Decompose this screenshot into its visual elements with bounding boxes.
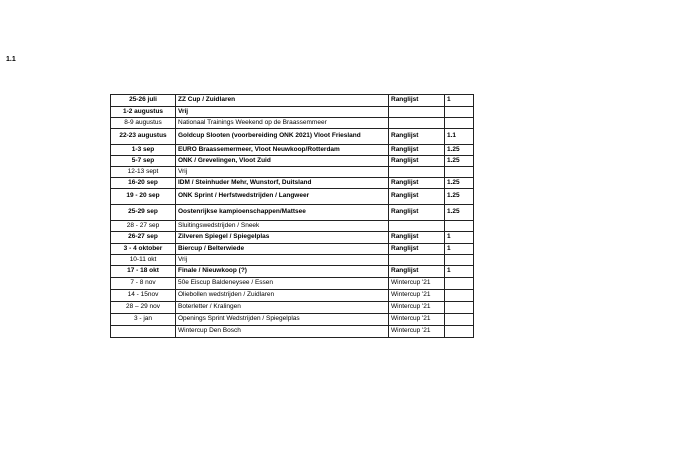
event-type-cell <box>389 107 445 118</box>
ranking-factor-cell <box>445 314 474 326</box>
table-row <box>111 118 474 129</box>
event-name-cell: Oliebollen wedstrijden / Zuidlaren <box>176 290 389 302</box>
ranking-factor-cell: 1.25 <box>445 178 474 189</box>
event-name-cell: ONK Sprint / Herfstwedstrijden / Langweer <box>176 189 389 205</box>
event-date-cell: 17 - 18 okt <box>111 266 176 278</box>
event-name-cell: Finale / Nieuwkoop (?) <box>176 266 389 278</box>
ranking-factor-cell: 1.1 <box>445 129 474 145</box>
event-type-cell: Wintercup '21 <box>389 278 445 290</box>
table-row <box>111 302 474 314</box>
event-type-cell: Ranglijst <box>389 232 445 244</box>
ranking-factor-cell <box>445 118 474 129</box>
table-row <box>111 129 474 145</box>
event-name-cell: Nationaal Trainings Weekend op de Braassemmeer <box>176 118 389 129</box>
event-type-cell: Ranglijst <box>389 95 445 107</box>
ranking-factor-cell: 1 <box>445 266 474 278</box>
ranking-factor-cell: 1 <box>445 95 474 107</box>
event-date-cell: 25-26 juli <box>111 95 176 107</box>
table-row <box>111 232 474 244</box>
ranking-factor-cell: 1.25 <box>445 156 474 167</box>
event-type-cell: Ranglijst <box>389 145 445 156</box>
table-row <box>111 95 474 107</box>
table-row <box>111 278 474 290</box>
table-row <box>111 266 474 278</box>
event-date-cell: 3 - 4 oktober <box>111 244 176 255</box>
table-row <box>111 156 474 167</box>
ranking-factor-cell: 1.25 <box>445 205 474 221</box>
table-row <box>111 326 474 338</box>
event-date-cell: 28 – 29 nov <box>111 302 176 314</box>
event-date-cell: 14 - 15nov <box>111 290 176 302</box>
table-row <box>111 255 474 266</box>
table-row <box>111 145 474 156</box>
table-row <box>111 178 474 189</box>
event-type-cell: Ranglijst <box>389 156 445 167</box>
ranking-factor-cell <box>445 221 474 232</box>
event-name-cell: ZZ Cup / Zuidlaren <box>176 95 389 107</box>
event-date-cell: 26-27 sep <box>111 232 176 244</box>
event-name-cell: Vrij <box>176 255 389 266</box>
ranking-factor-cell: 1 <box>445 244 474 255</box>
table-row <box>111 107 474 118</box>
schedule-table <box>110 94 474 338</box>
ranking-factor-cell <box>445 302 474 314</box>
table-row <box>111 205 474 221</box>
ranking-factor-cell: 1 <box>445 232 474 244</box>
event-type-cell <box>389 167 445 178</box>
event-name-cell: Wintercup Den Bosch <box>176 326 389 338</box>
event-date-cell: 12-13 sept <box>111 167 176 178</box>
table-row <box>111 244 474 255</box>
ranking-factor-cell <box>445 290 474 302</box>
event-date-cell: 8-9 augustus <box>111 118 176 129</box>
event-date-cell: 1-2 augustus <box>111 107 176 118</box>
event-type-cell <box>389 118 445 129</box>
event-name-cell: Boterletter / Kralingen <box>176 302 389 314</box>
ranking-factor-cell <box>445 278 474 290</box>
table-row <box>111 290 474 302</box>
event-date-cell: 22-23 augustus <box>111 129 176 145</box>
event-type-cell: Ranglijst <box>389 205 445 221</box>
event-name-cell: ONK / Grevelingen, Vloot Zuid <box>176 156 389 167</box>
event-date-cell <box>111 326 176 338</box>
event-name-cell: Sluitingswedstrijden / Sneek <box>176 221 389 232</box>
event-type-cell: Ranglijst <box>389 178 445 189</box>
event-name-cell: EURO Braassemermeer, Vloot Neuwkoop/Rotterdam <box>176 145 389 156</box>
table-row <box>111 314 474 326</box>
event-date-cell: 28 - 27 sep <box>111 221 176 232</box>
ranking-factor-cell <box>445 167 474 178</box>
event-type-cell: Wintercup '21 <box>389 314 445 326</box>
table-row <box>111 189 474 205</box>
event-type-cell: Ranglijst <box>389 189 445 205</box>
event-type-cell: Ranglijst <box>389 244 445 255</box>
table-row <box>111 221 474 232</box>
event-date-cell: 7 - 8 nov <box>111 278 176 290</box>
event-date-cell: 3 - jan <box>111 314 176 326</box>
event-date-cell: 19 - 20 sep <box>111 189 176 205</box>
event-name-cell: Zilveren Spiegel / Spiegelplas <box>176 232 389 244</box>
event-type-cell <box>389 255 445 266</box>
event-type-cell: Ranglijst <box>389 129 445 145</box>
event-name-cell: Goldcup Slooten (voorbereiding ONK 2021) Vloot Friesland <box>176 129 389 145</box>
table-row <box>111 167 474 178</box>
event-type-cell <box>389 221 445 232</box>
event-name-cell: IDM / Steinhuder Mehr, Wunstorf, Duitsland <box>176 178 389 189</box>
event-date-cell: 5-7 sep <box>111 156 176 167</box>
event-name-cell: Vrij <box>176 107 389 118</box>
event-name-cell: Openings Sprint Wedstrijden / Spiegelplas <box>176 314 389 326</box>
ranking-factor-cell <box>445 107 474 118</box>
schedule-table-body <box>111 95 474 338</box>
event-date-cell: 10-11 okt <box>111 255 176 266</box>
event-type-cell: Wintercup '21 <box>389 302 445 314</box>
event-name-cell: Oostenrijkse kampioenschappen/Mattsee <box>176 205 389 221</box>
section-number: 1.1 <box>6 56 16 63</box>
event-type-cell: Wintercup '21 <box>389 290 445 302</box>
ranking-factor-cell <box>445 326 474 338</box>
event-name-cell: Vrij <box>176 167 389 178</box>
event-type-cell: Ranglijst <box>389 266 445 278</box>
event-date-cell: 25-29 sep <box>111 205 176 221</box>
event-type-cell: Wintercup '21 <box>389 326 445 338</box>
ranking-factor-cell: 1.25 <box>445 189 474 205</box>
ranking-factor-cell: 1.25 <box>445 145 474 156</box>
event-date-cell: 16-20 sep <box>111 178 176 189</box>
event-name-cell: 50e Eiscup Baldeneysee / Essen <box>176 278 389 290</box>
event-name-cell: Biercup / Belterwiede <box>176 244 389 255</box>
event-date-cell: 1-3 sep <box>111 145 176 156</box>
ranking-factor-cell <box>445 255 474 266</box>
